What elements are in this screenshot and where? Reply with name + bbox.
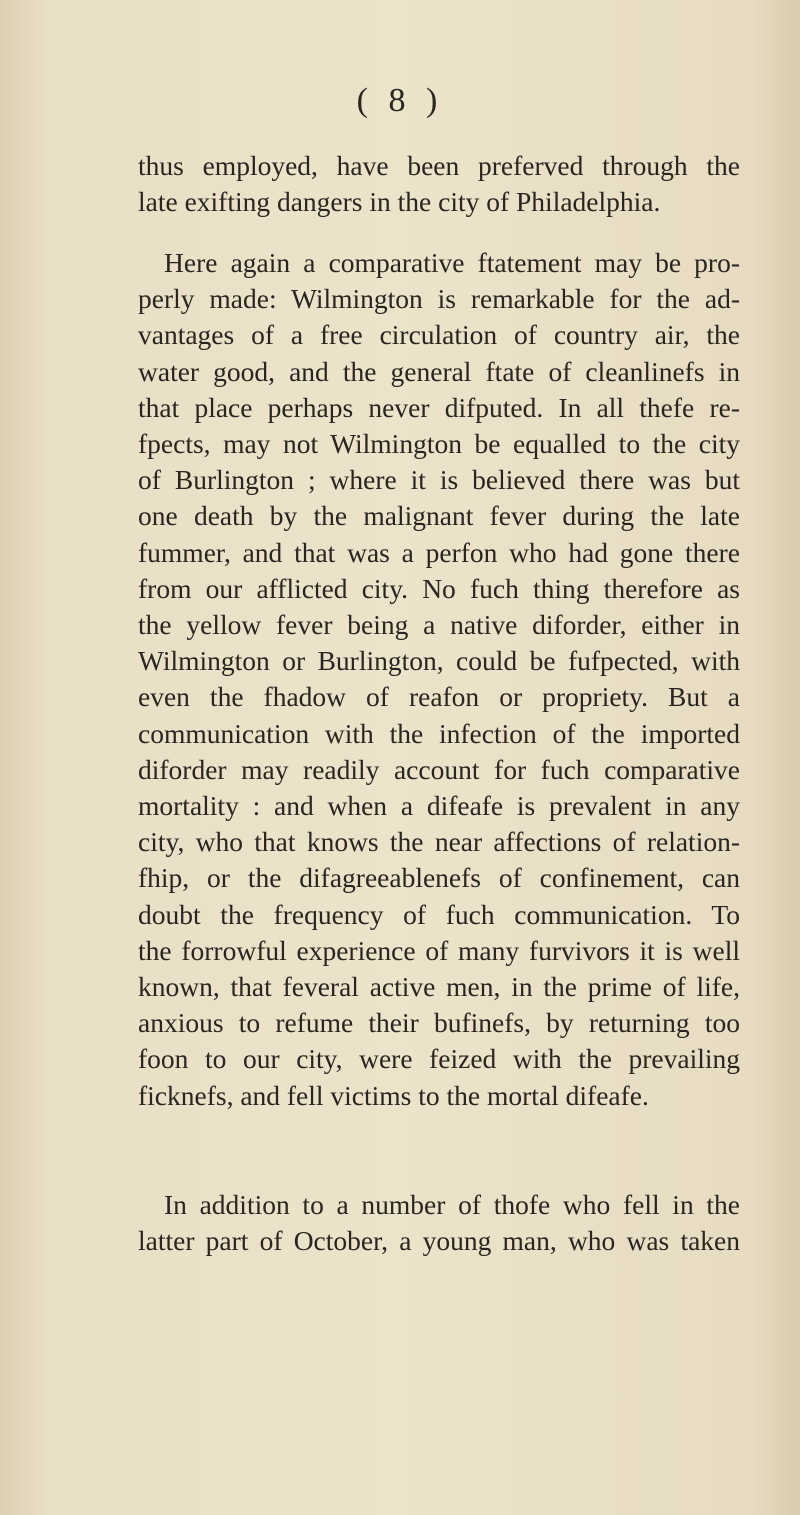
text-line: even the fhadow of reafon or propriety. But a (138, 681, 740, 713)
text-line: of Burlington ; where it is believed there was but (138, 464, 740, 496)
text-line: fummer, and that was a perfon who had gone there (138, 536, 740, 568)
text-line: fhip, or the difagreeablenefs of confinement, can (138, 862, 740, 894)
text-line: In addition to a number of thofe who fell in the (164, 1189, 740, 1220)
text-line: the forrowful experience of many furvivors it is well (138, 934, 740, 966)
text-line: perly made: Wilmington is remarkable for the ad- (138, 283, 740, 315)
text-line: mortality : and when a difeafe is prevalent in any (138, 790, 740, 822)
text-line: the yellow fever being a native diforder, either in (138, 609, 740, 641)
text-line: water good, and the general ftate of cleanlinefs in (138, 355, 740, 387)
text-line: foon to our city, were feized with the prevailing (138, 1043, 740, 1075)
text-line: Here again a comparative ftatement may be pro- (164, 247, 740, 278)
text-line: ficknefs, and fell victims to the mortal difeafe. (138, 1079, 649, 1111)
text-line: thus employed, have been preferved through the (138, 150, 740, 181)
paragraph-3 (138, 1187, 740, 1259)
text-line: latter part of October, a young man, who was taken (138, 1225, 740, 1257)
page-number: ( 8 ) (356, 82, 444, 119)
text-line: one death by the malignant fever during the late (138, 500, 740, 532)
text-line: vantages of a free circulation of country air, the (138, 319, 740, 351)
paragraph-1 (138, 148, 740, 220)
text-line: communication with the infection of the imported (138, 717, 740, 749)
paragraph-2 (138, 245, 740, 1114)
text-line: doubt the frequency of fuch communication. To (138, 898, 740, 930)
text-line: fpects, may not Wilmington be equalled to the city (138, 428, 740, 460)
text-line: Wilmington or Burlington, could be fufpected, with (138, 645, 740, 677)
text-line: that place perhaps never difputed. In all thefe re- (138, 391, 740, 423)
text-line: diforder may readily account for fuch comparative (138, 753, 740, 785)
text-line: late exifting dangers in the city of Philadelphia. (138, 186, 661, 218)
text-line: known, that feveral active men, in the prime of life, (138, 971, 740, 1003)
text-line: from our afflicted city. No fuch thing therefore as (138, 572, 740, 604)
text-line: anxious to refume their bufinefs, by returning too (138, 1007, 740, 1039)
text-line: city, who that knows the near affections of relation- (138, 826, 740, 858)
